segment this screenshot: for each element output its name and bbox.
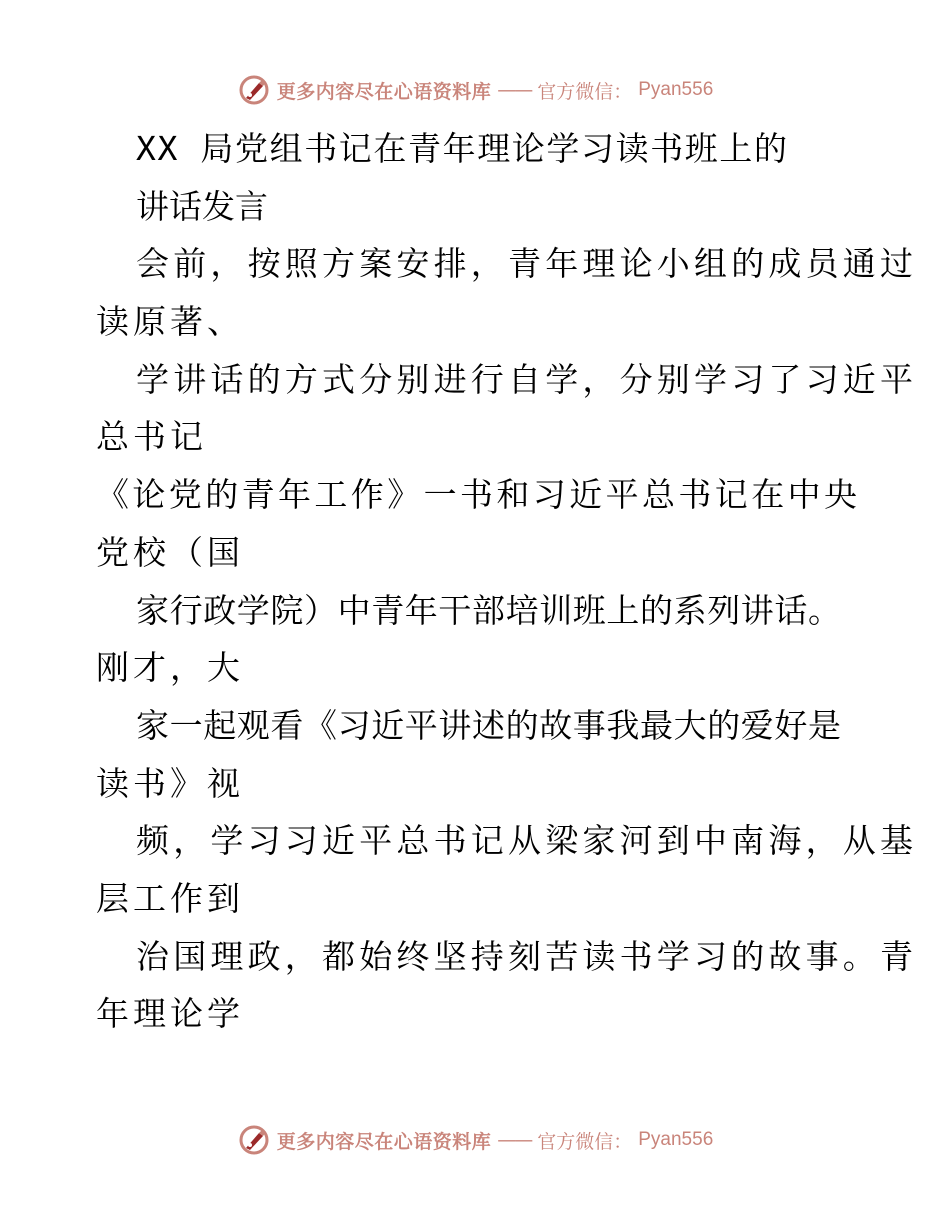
- title-line-2: 讲话发言: [136, 186, 268, 226]
- pen-circle-logo-icon: [237, 1123, 271, 1157]
- text-line: 党校（国: [96, 532, 244, 572]
- banner-contact-label: 官方微信：: [537, 80, 633, 103]
- text-line: 年理论学: [96, 994, 244, 1034]
- banner-contact-label: 官方微信：: [537, 1130, 633, 1153]
- text-line: 家行政学院）中青年干部培训班上的系列讲话。: [136, 590, 842, 630]
- text-line: 会前，按照方案安排，青年理论小组的成员通过: [136, 244, 918, 284]
- banner-separator: ——: [497, 1129, 532, 1151]
- text-line: 读原著、: [96, 302, 244, 342]
- pen-circle-logo-icon: [237, 73, 271, 107]
- text-line: 《论党的青年工作》一书和习近平总书记在中央: [96, 475, 861, 515]
- banner-contact-id: Pyan556: [638, 79, 714, 100]
- text-line: 学讲话的方式分别进行自学，分别学习了习近平: [136, 359, 918, 399]
- text-line: 频，学习习近平总书记从梁家河到中南海，从基: [136, 821, 918, 861]
- text-line: 读书》视: [96, 763, 244, 803]
- text-line: 总书记: [96, 417, 207, 457]
- text-line: 刚才，大: [96, 648, 244, 688]
- banner-separator: ——: [497, 79, 532, 101]
- document-body: [96, 120, 918, 1043]
- footer-watermark-banner: [0, 1120, 950, 1160]
- banner-text: 更多内容尽在心语资料库: [276, 80, 492, 103]
- text-line: 治国理政，都始终坚持刻苦读书学习的故事。青: [136, 936, 918, 976]
- header-watermark-banner: [0, 70, 950, 110]
- text-line: 家一起观看《习近平讲述的故事我最大的爱好是: [136, 705, 842, 745]
- banner-contact-id: Pyan556: [638, 1129, 714, 1150]
- banner-text: 更多内容尽在心语资料库: [276, 1130, 492, 1153]
- text-line: 层工作到: [96, 878, 244, 918]
- title-line-1: XX 局党组书记在青年理论学习读书班上的: [136, 129, 789, 168]
